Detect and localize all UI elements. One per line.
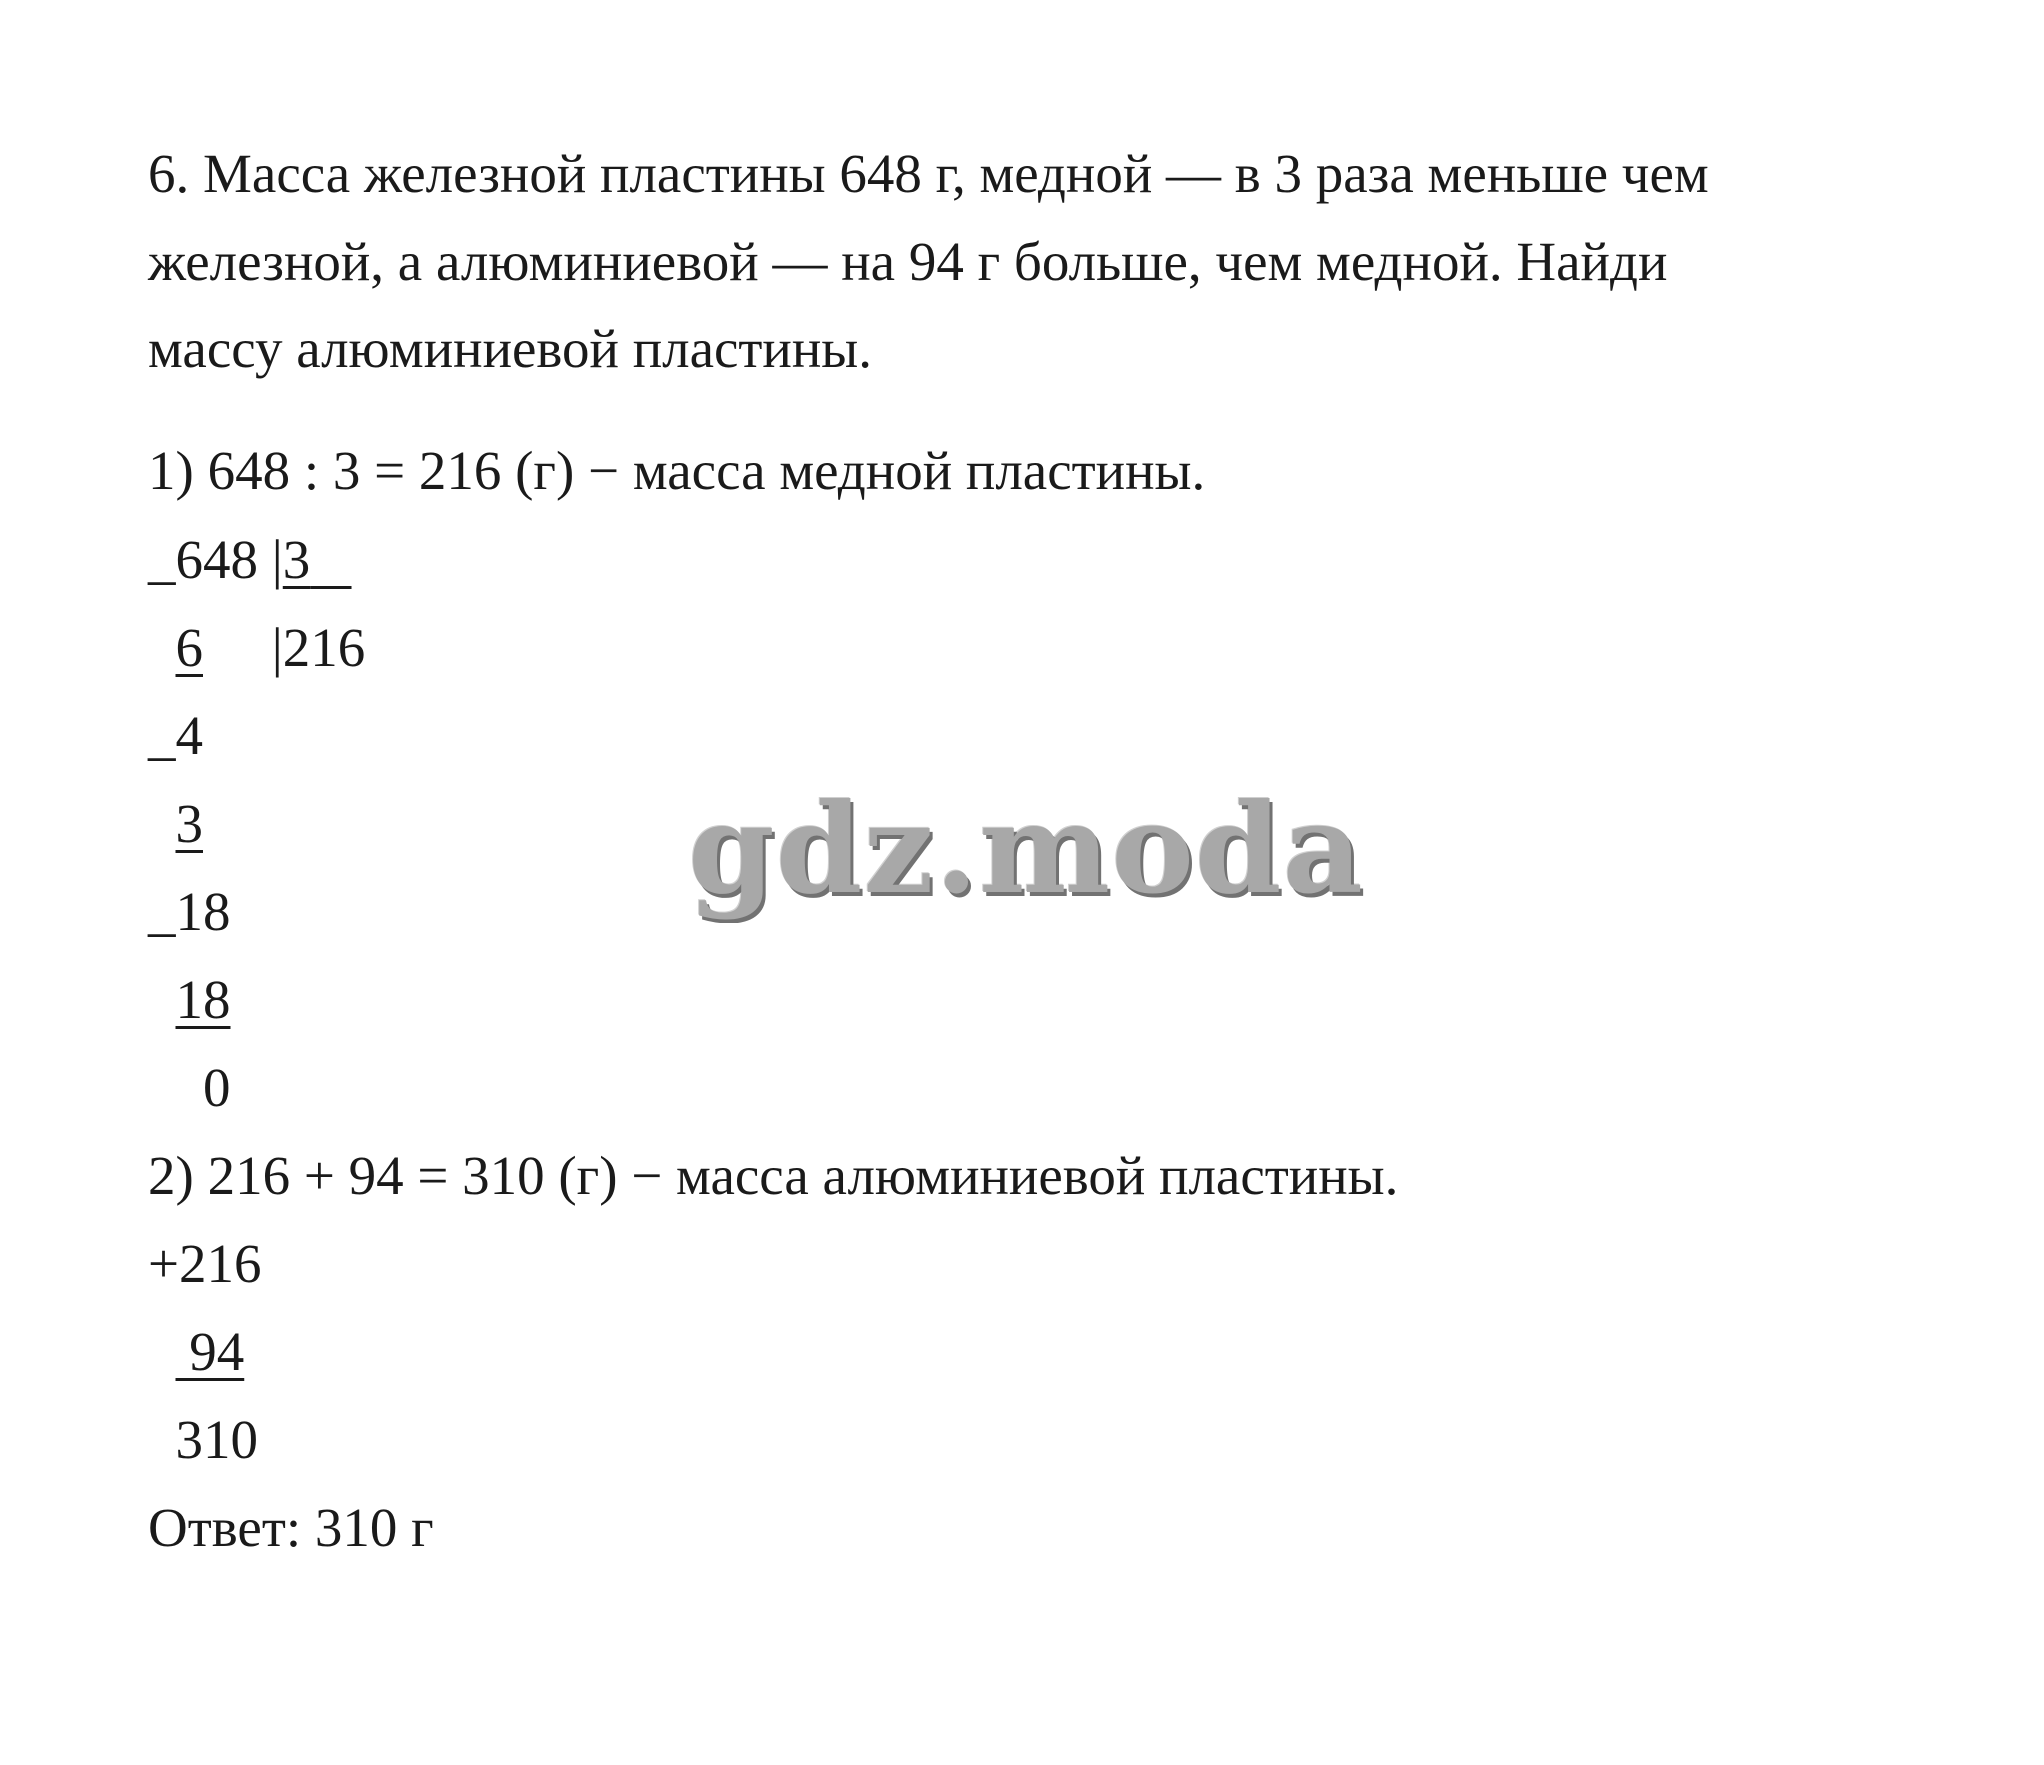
- addition-row-2: [148, 1319, 244, 1385]
- division-row-4-indent: [148, 793, 176, 854]
- answer-line: Ответ: 310 г: [148, 1497, 434, 1558]
- division-remainder: 0: [148, 1057, 231, 1118]
- division-divisor-pad: [310, 529, 351, 590]
- step-1-text: 1) 648 : 3 = 216 (г) − масса медной пластины.: [148, 440, 1206, 501]
- problem-line-2: железной, а алюминиевой — на 94 г больше, чем медной. Найди: [148, 231, 1668, 292]
- division-row-2: [148, 615, 365, 681]
- division-row-5: _18: [148, 881, 231, 942]
- problem-line-3: массу алюминиевой пластины.: [148, 318, 872, 379]
- division-divisor: 3: [282, 529, 311, 590]
- division-subtrahend-3: 18: [175, 969, 231, 1030]
- addition-row-1: +216: [148, 1233, 262, 1294]
- addition-sum: 310: [148, 1409, 258, 1470]
- division-dividend: 648 |: [175, 529, 283, 590]
- division-divisor-underlined: [283, 529, 352, 590]
- division-subtrahend-2: 3: [175, 793, 203, 854]
- step-2-text: 2) 216 + 94 = 310 (г) − масса алюминиевой пластины.: [148, 1145, 1399, 1206]
- division-row-4: [148, 791, 203, 857]
- division-row-2-gap: |: [203, 617, 283, 678]
- division-subtrahend-1: 6: [175, 617, 203, 678]
- addition-addend: 94: [175, 1321, 245, 1382]
- watermark-logo: gdz.moda: [688, 777, 1364, 922]
- division-row-2-indent: [148, 617, 176, 678]
- division-row-6-indent: [148, 969, 176, 1030]
- division-row-6: [148, 967, 231, 1033]
- addition-row-2-indent: [148, 1321, 176, 1382]
- problem-line-1: 6. Масса железной пластины 648 г, медной — в 3 раза меньше чем: [148, 143, 1709, 204]
- division-row-3: _4: [148, 705, 203, 766]
- division-row-1: [148, 527, 352, 593]
- division-quotient: 216: [282, 617, 366, 678]
- division-minus: _: [148, 529, 176, 590]
